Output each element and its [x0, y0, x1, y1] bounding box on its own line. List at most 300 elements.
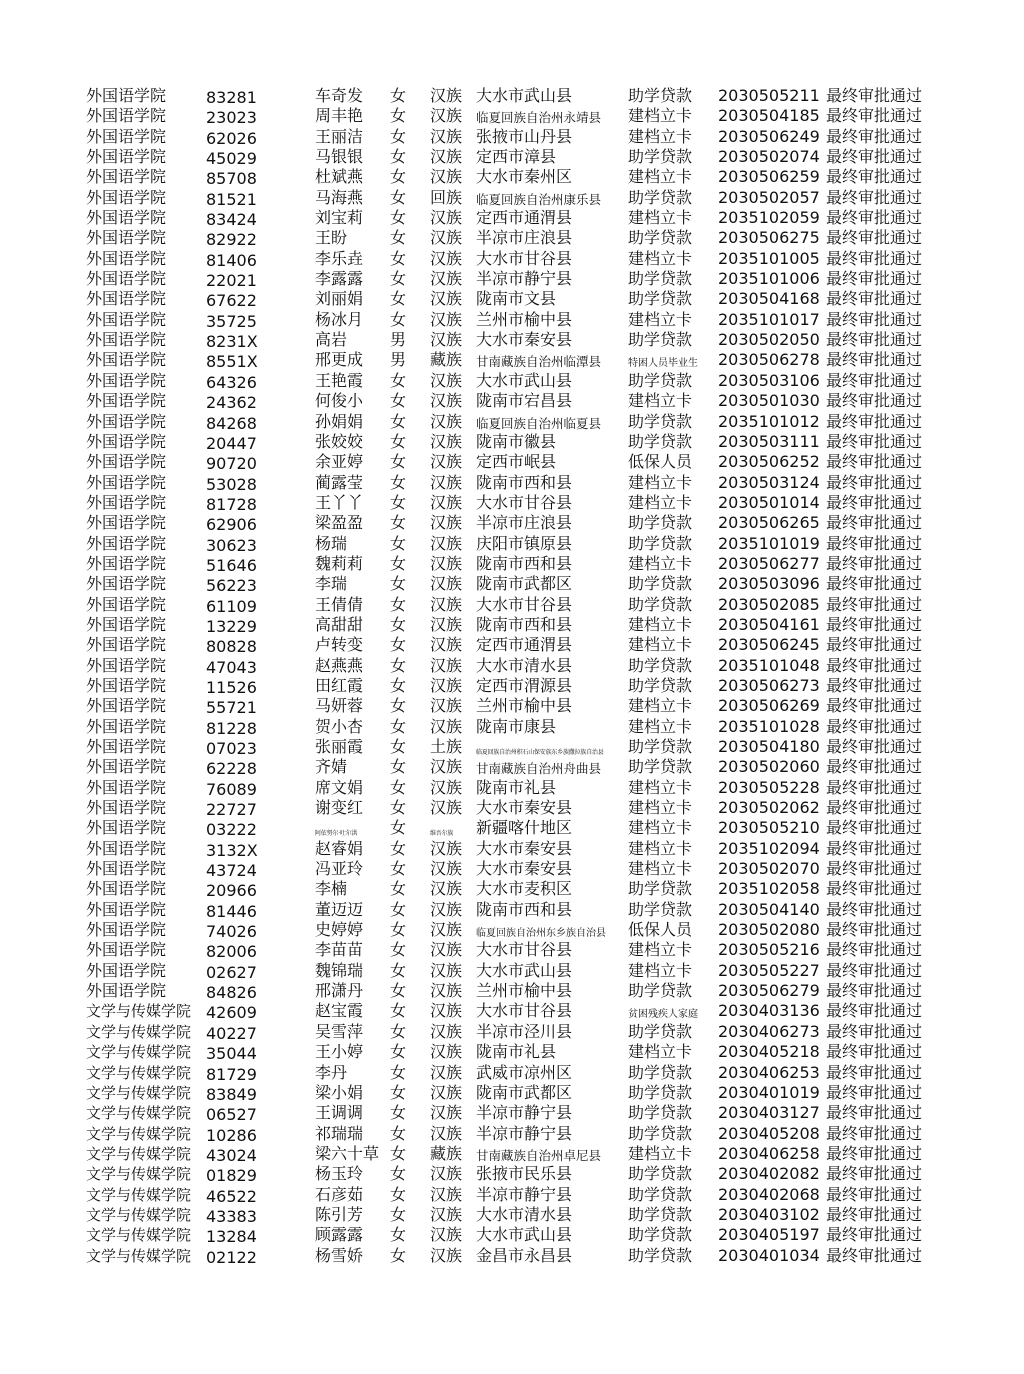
student-name-cell: 卢转变 — [315, 635, 364, 655]
college-cell: 外国语学院 — [86, 716, 167, 736]
ethnicity-cell: 藏族 — [430, 350, 463, 370]
origin-place-cell: 大水市秦安县 — [476, 330, 573, 350]
table-row — [0, 310, 1024, 330]
ethnicity-cell: 汉族 — [430, 208, 463, 228]
student-name-cell: 顾露露 — [315, 1225, 364, 1245]
student-id-cell: 22727 — [206, 800, 257, 820]
application-code-cell: 2030502057 — [718, 187, 820, 207]
application-code-cell: 2030506279 — [718, 981, 820, 1001]
ethnicity-cell: 汉族 — [430, 635, 463, 655]
approval-status-cell: 最终审批通过 — [826, 106, 923, 126]
college-cell: 外国语学院 — [86, 696, 167, 716]
college-cell: 外国语学院 — [86, 614, 167, 634]
student-name-cell: 李露露 — [315, 269, 364, 289]
college-cell: 外国语学院 — [86, 757, 167, 777]
ethnicity-cell: 汉族 — [430, 309, 463, 329]
table-row — [0, 1225, 1024, 1245]
ethnicity-cell: 汉族 — [430, 757, 463, 777]
gender-cell: 女 — [390, 798, 407, 818]
ethnicity-cell: 土族 — [430, 737, 463, 756]
application-code-cell: 2030403136 — [718, 1001, 820, 1021]
approval-status-cell: 最终审批通过 — [826, 350, 923, 370]
aid-type-cell: 建档立卡 — [628, 1042, 693, 1062]
ethnicity-cell: 汉族 — [430, 1062, 463, 1082]
student-id-cell: 82006 — [206, 942, 257, 962]
ethnicity-cell: 汉族 — [430, 655, 463, 675]
ethnicity-cell: 汉族 — [430, 675, 463, 695]
table-row — [0, 289, 1024, 309]
application-code-cell: 2030406253 — [718, 1062, 820, 1082]
table-row — [0, 1246, 1024, 1266]
gender-cell: 女 — [390, 716, 407, 736]
table-row — [0, 1185, 1024, 1205]
table-row — [0, 981, 1024, 1001]
application-code-cell: 2035102058 — [718, 879, 820, 899]
ethnicity-cell: 汉族 — [430, 574, 463, 594]
approval-status-cell: 最终审批通过 — [826, 86, 923, 105]
table-row — [0, 432, 1024, 452]
college-cell: 外国语学院 — [86, 289, 167, 309]
approval-status-cell: 最终审批通过 — [826, 1001, 923, 1021]
table-row — [0, 86, 1024, 106]
approval-status-cell: 最终审批通过 — [826, 737, 923, 756]
aid-type-cell: 建档立卡 — [628, 696, 693, 716]
gender-cell: 女 — [390, 960, 407, 980]
origin-place-cell: 陇南市礼县 — [476, 1042, 557, 1062]
student-name-cell: 张姣姣 — [315, 431, 364, 451]
student-id-cell: 51646 — [206, 555, 257, 575]
table-row — [0, 127, 1024, 147]
gender-cell: 女 — [390, 777, 407, 797]
aid-type-cell: 助学贷款 — [628, 411, 693, 431]
college-cell: 外国语学院 — [86, 940, 167, 960]
aid-type-cell: 助学贷款 — [628, 1021, 693, 1041]
student-id-cell: 01829 — [206, 1166, 257, 1186]
aid-type-cell: 低保人员 — [628, 452, 693, 472]
student-name-cell: 董迈迈 — [315, 899, 364, 919]
origin-place-cell: 甘南藏族自治州临潭县 — [476, 354, 602, 370]
origin-place-cell: 定西市漳县 — [476, 147, 557, 167]
application-code-cell: 2030502074 — [718, 147, 820, 167]
gender-cell: 女 — [390, 940, 407, 960]
student-id-cell: 74026 — [206, 922, 257, 942]
gender-cell: 女 — [390, 309, 407, 329]
approval-status-cell: 最终审批通过 — [826, 635, 923, 655]
college-cell: 外国语学院 — [86, 574, 167, 594]
aid-type-cell: 建档立卡 — [628, 106, 693, 126]
table-row — [0, 798, 1024, 818]
student-name-cell: 谢变红 — [315, 798, 364, 818]
aid-type-cell: 建档立卡 — [628, 635, 693, 655]
origin-place-cell: 大水市甘谷县 — [476, 594, 573, 614]
gender-cell: 女 — [390, 737, 407, 756]
gender-cell: 男 — [390, 350, 407, 370]
aid-type-cell: 助学贷款 — [628, 899, 693, 919]
aid-type-cell: 建档立卡 — [628, 716, 693, 736]
origin-place-cell: 大水市甘谷县 — [476, 940, 573, 960]
ethnicity-cell: 汉族 — [430, 716, 463, 736]
ethnicity-cell: 汉族 — [430, 452, 463, 472]
gender-cell: 女 — [390, 269, 407, 289]
student-name-cell: 邢潇丹 — [315, 981, 364, 1001]
student-id-cell: 56223 — [206, 576, 257, 596]
college-cell: 外国语学院 — [86, 431, 167, 451]
college-cell: 外国语学院 — [86, 777, 167, 797]
student-name-cell: 贺小杏 — [315, 716, 364, 736]
table-row — [0, 574, 1024, 594]
table-row — [0, 717, 1024, 737]
student-id-cell: 03222 — [206, 820, 257, 840]
student-id-cell: 83424 — [206, 210, 257, 230]
student-id-cell: 55721 — [206, 698, 257, 718]
gender-cell: 女 — [390, 655, 407, 675]
ethnicity-cell: 汉族 — [430, 1184, 463, 1204]
application-code-cell: 2030506249 — [718, 126, 820, 146]
gender-cell: 女 — [390, 126, 407, 146]
college-cell: 文学与传媒学院 — [86, 1246, 192, 1265]
aid-type-cell: 助学贷款 — [628, 187, 693, 207]
college-cell: 外国语学院 — [86, 187, 167, 207]
table-row — [0, 554, 1024, 574]
student-id-cell: 62026 — [206, 128, 257, 148]
application-code-cell: 2030506277 — [718, 553, 820, 573]
table-row — [0, 371, 1024, 391]
application-code-cell: 2030506273 — [718, 675, 820, 695]
origin-place-cell: 半凉市庄浪县 — [476, 513, 573, 533]
student-name-cell: 杨瑞 — [315, 533, 348, 553]
college-cell: 文学与传媒学院 — [86, 1185, 192, 1204]
student-name-cell: 张丽霞 — [315, 737, 364, 756]
table-row — [0, 412, 1024, 432]
student-id-cell: 61109 — [206, 596, 257, 616]
student-id-cell: 82922 — [206, 230, 257, 250]
table-row — [0, 1124, 1024, 1144]
approval-status-cell: 最终审批通过 — [826, 330, 923, 350]
origin-place-cell: 临夏回族自治州临夏县 — [476, 415, 602, 431]
approval-status-cell: 最终审批通过 — [826, 1103, 923, 1123]
aid-type-cell: 助学贷款 — [628, 86, 693, 105]
gender-cell: 女 — [390, 228, 407, 248]
application-code-cell: 2035102094 — [718, 838, 820, 858]
aid-type-cell: 助学贷款 — [628, 981, 693, 1001]
origin-place-cell: 甘南藏族自治州卓尼县 — [476, 1147, 602, 1163]
aid-type-cell: 贫困残疾人家庭 — [628, 1009, 698, 1021]
ethnicity-cell: 汉族 — [430, 1245, 463, 1265]
gender-cell: 女 — [390, 187, 407, 207]
application-code-cell: 2030402082 — [718, 1164, 820, 1184]
student-name-cell: 梁六十草 — [315, 1143, 380, 1163]
ethnicity-cell: 汉族 — [430, 1103, 463, 1123]
approval-status-cell: 最终审批通过 — [826, 208, 923, 228]
approval-status-cell: 最终审批通过 — [826, 513, 923, 533]
approval-status-cell: 最终审批通过 — [826, 614, 923, 634]
student-name-cell: 王盼 — [315, 228, 348, 248]
college-cell: 外国语学院 — [86, 960, 167, 980]
student-id-cell: 24362 — [206, 393, 257, 413]
table-row — [0, 696, 1024, 716]
college-cell: 外国语学院 — [86, 330, 167, 350]
student-id-cell: 20966 — [206, 881, 257, 901]
table-row — [0, 1205, 1024, 1225]
aid-type-cell: 建档立卡 — [628, 208, 693, 228]
student-name-cell: 王调调 — [315, 1103, 364, 1123]
application-code-cell: 2030405218 — [718, 1042, 820, 1062]
student-id-cell: 85708 — [206, 169, 257, 189]
gender-cell: 女 — [390, 675, 407, 695]
origin-place-cell: 张掖市民乐县 — [476, 1164, 573, 1184]
student-name-cell: 蔺露莹 — [315, 472, 364, 492]
student-name-cell: 杨雪娇 — [315, 1245, 364, 1265]
college-cell: 外国语学院 — [86, 635, 167, 655]
aid-type-cell: 助学贷款 — [628, 370, 693, 390]
college-cell: 外国语学院 — [86, 553, 167, 573]
approval-status-cell: 最终审批通过 — [826, 1123, 923, 1143]
gender-cell: 男 — [390, 330, 407, 350]
table-row — [0, 676, 1024, 696]
college-cell: 文学与传媒学院 — [86, 1002, 192, 1021]
origin-place-cell: 甘南藏族自治州舟曲县 — [476, 761, 602, 777]
student-aid-table — [0, 86, 1024, 1266]
origin-place-cell: 陇南市康县 — [476, 716, 557, 736]
application-code-cell: 2030506278 — [718, 350, 820, 370]
college-cell: 外国语学院 — [86, 269, 167, 289]
aid-type-cell: 建档立卡 — [628, 1143, 693, 1163]
approval-status-cell: 最终审批通过 — [826, 981, 923, 1001]
college-cell: 外国语学院 — [86, 228, 167, 248]
gender-cell: 女 — [390, 1184, 407, 1204]
origin-place-cell: 定西市通渭县 — [476, 208, 573, 228]
college-cell: 文学与传媒学院 — [86, 1022, 192, 1041]
aid-type-cell: 建档立卡 — [628, 940, 693, 960]
college-cell: 文学与传媒学院 — [86, 1083, 192, 1102]
student-id-cell: 20447 — [206, 433, 257, 453]
student-name-cell: 梁盈盈 — [315, 513, 364, 533]
origin-place-cell: 大水市甘谷县 — [476, 492, 573, 512]
gender-cell: 女 — [390, 920, 407, 940]
approval-status-cell: 最终审批通过 — [826, 1062, 923, 1082]
application-code-cell: 2030401019 — [718, 1082, 820, 1102]
application-code-cell: 2030506245 — [718, 635, 820, 655]
student-id-cell: 84268 — [206, 413, 257, 433]
aid-type-cell: 助学贷款 — [628, 1225, 693, 1245]
table-row — [0, 391, 1024, 411]
ethnicity-cell: 汉族 — [430, 553, 463, 573]
approval-status-cell: 最终审批通过 — [826, 655, 923, 675]
student-name-cell: 杨冰月 — [315, 309, 364, 329]
aid-type-cell: 建档立卡 — [628, 126, 693, 146]
origin-place-cell: 大水市甘谷县 — [476, 1001, 573, 1021]
origin-place-cell: 大水市秦安县 — [476, 838, 573, 858]
student-id-cell: 81406 — [206, 250, 257, 270]
application-code-cell: 2030504185 — [718, 106, 820, 126]
student-id-cell: 62228 — [206, 759, 257, 779]
aid-type-cell: 建档立卡 — [628, 798, 693, 818]
college-cell: 外国语学院 — [86, 391, 167, 411]
application-code-cell: 2035101012 — [718, 411, 820, 431]
student-id-cell: 81729 — [206, 1064, 257, 1084]
ethnicity-cell: 汉族 — [430, 472, 463, 492]
gender-cell: 女 — [390, 574, 407, 594]
college-cell: 文学与传媒学院 — [86, 1144, 192, 1163]
application-code-cell: 2030405208 — [718, 1123, 820, 1143]
origin-place-cell: 临夏回族自治州康乐县 — [476, 191, 602, 207]
aid-type-cell: 助学贷款 — [628, 269, 693, 289]
student-name-cell: 王艳霞 — [315, 370, 364, 390]
table-row — [0, 1063, 1024, 1083]
table-row — [0, 1022, 1024, 1042]
approval-status-cell: 最终审批通过 — [826, 553, 923, 573]
origin-place-cell: 定西市渭源县 — [476, 675, 573, 695]
origin-place-cell: 武威市凉州区 — [476, 1062, 573, 1082]
table-row — [0, 167, 1024, 187]
college-cell: 外国语学院 — [86, 655, 167, 675]
origin-place-cell: 陇南市西和县 — [476, 899, 573, 919]
origin-place-cell: 陇南市西和县 — [476, 472, 573, 492]
student-name-cell: 陈引芳 — [315, 1204, 364, 1224]
ethnicity-cell: 汉族 — [430, 330, 463, 350]
ethnicity-cell: 汉族 — [430, 1164, 463, 1184]
application-code-cell: 2035101048 — [718, 655, 820, 675]
approval-status-cell: 最终审批通过 — [826, 757, 923, 777]
college-cell: 外国语学院 — [86, 513, 167, 533]
ethnicity-cell: 汉族 — [430, 431, 463, 451]
aid-type-cell: 建档立卡 — [628, 818, 693, 838]
ethnicity-cell: 汉族 — [430, 1001, 463, 1021]
aid-type-cell: 助学贷款 — [628, 737, 693, 756]
gender-cell: 女 — [390, 167, 407, 187]
table-row — [0, 1042, 1024, 1062]
college-cell: 外国语学院 — [86, 350, 167, 370]
table-row — [0, 879, 1024, 899]
student-name-cell: 高岩 — [315, 330, 348, 350]
college-cell: 外国语学院 — [86, 981, 167, 1001]
student-name-cell: 史婷婷 — [315, 920, 364, 940]
aid-type-cell: 助学贷款 — [628, 879, 693, 899]
college-cell: 外国语学院 — [86, 533, 167, 553]
aid-type-cell: 助学贷款 — [628, 289, 693, 309]
gender-cell: 女 — [390, 106, 407, 126]
student-id-cell: 81728 — [206, 494, 257, 514]
aid-type-cell: 建档立卡 — [628, 248, 693, 268]
gender-cell: 女 — [390, 1123, 407, 1143]
student-name-cell: 祁瑞瑞 — [315, 1123, 364, 1143]
ethnicity-cell: 汉族 — [430, 798, 463, 818]
table-row — [0, 188, 1024, 208]
college-cell: 外国语学院 — [86, 309, 167, 329]
ethnicity-cell: 汉族 — [430, 126, 463, 146]
student-id-cell: 83849 — [206, 1084, 257, 1104]
application-code-cell: 2035101005 — [718, 248, 820, 268]
college-cell: 外国语学院 — [86, 411, 167, 431]
application-code-cell: 2030502070 — [718, 859, 820, 879]
aid-type-cell: 建档立卡 — [628, 859, 693, 879]
student-name-cell: 何俊小 — [315, 391, 364, 411]
application-code-cell: 2030501030 — [718, 391, 820, 411]
aid-type-cell: 建档立卡 — [628, 960, 693, 980]
aid-type-cell: 助学贷款 — [628, 147, 693, 167]
approval-status-cell: 最终审批通过 — [826, 411, 923, 431]
college-cell: 外国语学院 — [86, 492, 167, 512]
ethnicity-cell: 汉族 — [430, 879, 463, 899]
gender-cell: 女 — [390, 696, 407, 716]
table-row — [0, 249, 1024, 269]
application-code-cell: 2030506252 — [718, 452, 820, 472]
origin-place-cell: 半凉市静宁县 — [476, 269, 573, 289]
application-code-cell: 2030504161 — [718, 614, 820, 634]
aid-type-cell: 助学贷款 — [628, 513, 693, 533]
aid-type-cell: 助学贷款 — [628, 594, 693, 614]
gender-cell: 女 — [390, 1204, 407, 1224]
approval-status-cell: 最终审批通过 — [826, 899, 923, 919]
origin-place-cell: 陇南市礼县 — [476, 777, 557, 797]
aid-type-cell: 助学贷款 — [628, 1082, 693, 1102]
application-code-cell: 2030406258 — [718, 1143, 820, 1163]
origin-place-cell: 金昌市永昌县 — [476, 1245, 573, 1265]
student-name-cell: 余亚婷 — [315, 452, 364, 472]
ethnicity-cell: 汉族 — [430, 940, 463, 960]
ethnicity-cell: 汉族 — [430, 411, 463, 431]
application-code-cell: 2030501014 — [718, 492, 820, 512]
student-name-cell: 赵燕燕 — [315, 655, 364, 675]
application-code-cell: 2030403127 — [718, 1103, 820, 1123]
approval-status-cell: 最终审批通过 — [826, 1164, 923, 1184]
student-name-cell: 李丹 — [315, 1062, 348, 1082]
gender-cell: 女 — [390, 472, 407, 492]
aid-type-cell: 助学贷款 — [628, 1062, 693, 1082]
approval-status-cell: 最终审批通过 — [826, 492, 923, 512]
student-id-cell: 83281 — [206, 88, 257, 107]
application-code-cell: 2035101019 — [718, 533, 820, 553]
gender-cell: 女 — [390, 1103, 407, 1123]
college-cell: 文学与传媒学院 — [86, 1104, 192, 1123]
origin-place-cell: 半凉市静宁县 — [476, 1103, 573, 1123]
table-row — [0, 961, 1024, 981]
origin-place-cell: 定西市岷县 — [476, 452, 557, 472]
college-cell: 外国语学院 — [86, 859, 167, 879]
approval-status-cell: 最终审批通过 — [826, 716, 923, 736]
student-id-cell: 84826 — [206, 983, 257, 1003]
origin-place-cell: 大水市秦州区 — [476, 167, 573, 187]
gender-cell: 女 — [390, 1143, 407, 1163]
origin-place-cell: 兰州市榆中县 — [476, 309, 573, 329]
ethnicity-cell: 汉族 — [430, 594, 463, 614]
gender-cell: 女 — [390, 879, 407, 899]
gender-cell: 女 — [390, 1042, 407, 1062]
application-code-cell: 2030505210 — [718, 818, 820, 838]
table-row — [0, 106, 1024, 126]
origin-place-cell: 大水市武山县 — [476, 370, 573, 390]
gender-cell: 女 — [390, 553, 407, 573]
student-name-cell: 王丽洁 — [315, 126, 364, 146]
college-cell: 外国语学院 — [86, 838, 167, 858]
application-code-cell: 2030401034 — [718, 1245, 820, 1265]
approval-status-cell: 最终审批通过 — [826, 940, 923, 960]
student-name-cell: 高甜甜 — [315, 614, 364, 634]
student-name-cell: 马海燕 — [315, 187, 364, 207]
aid-type-cell: 建档立卡 — [628, 472, 693, 492]
approval-status-cell: 最终审批通过 — [826, 777, 923, 797]
student-id-cell: 81521 — [206, 189, 257, 209]
aid-type-cell: 助学贷款 — [628, 431, 693, 451]
student-name-cell: 席文娟 — [315, 777, 364, 797]
student-id-cell: 45029 — [206, 149, 257, 169]
table-row — [0, 757, 1024, 777]
approval-status-cell: 最终审批通过 — [826, 1184, 923, 1204]
student-id-cell: 13229 — [206, 616, 257, 636]
table-row — [0, 940, 1024, 960]
approval-status-cell: 最终审批通过 — [826, 594, 923, 614]
student-id-cell: 64326 — [206, 372, 257, 392]
